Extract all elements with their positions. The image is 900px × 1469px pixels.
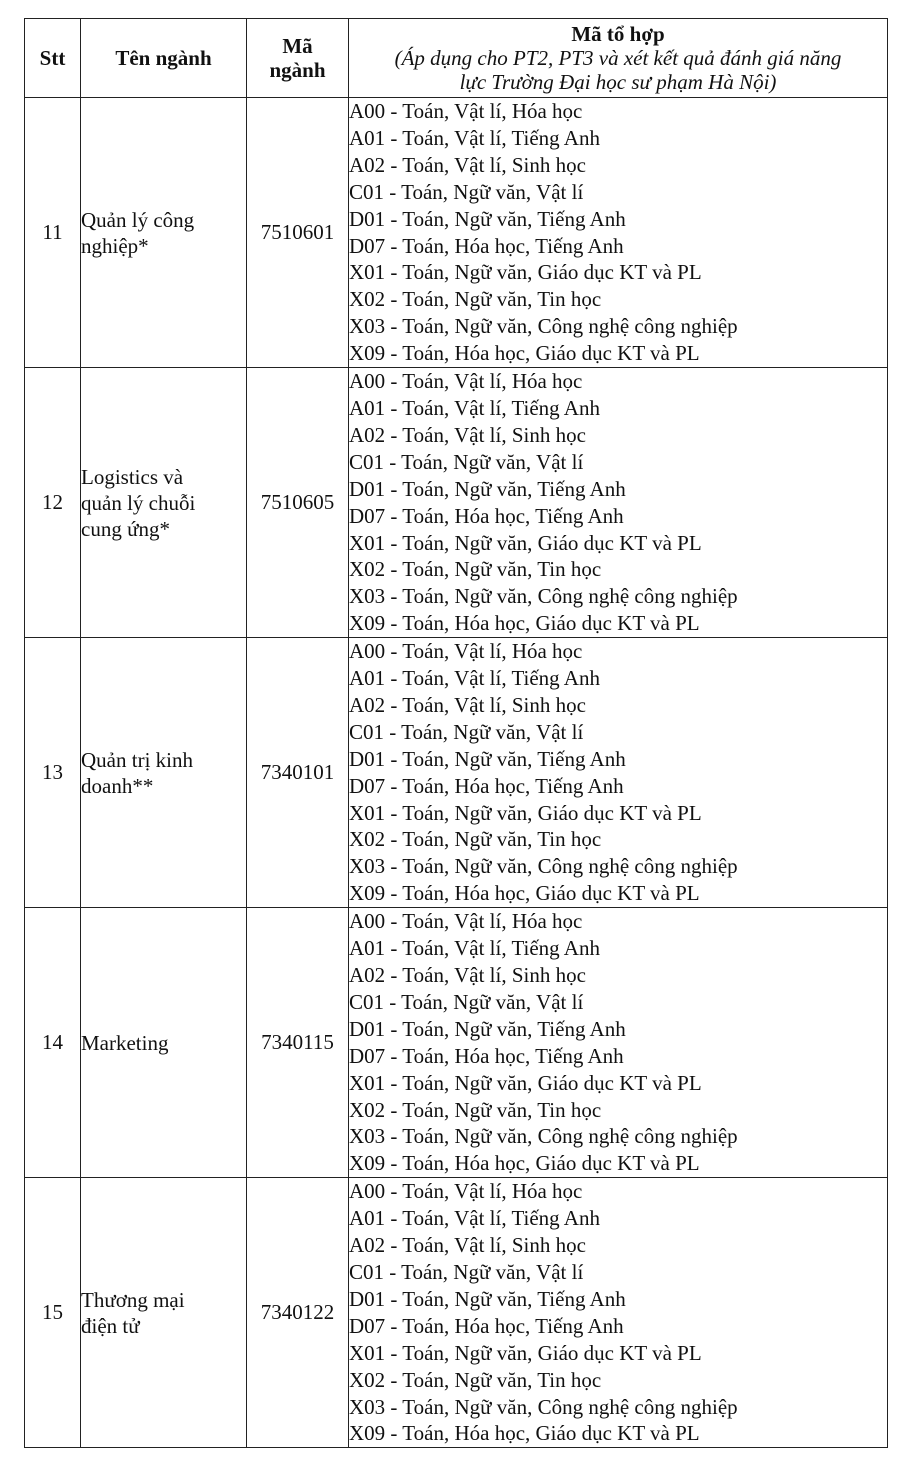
combination-item: X03 - Toán, Ngữ văn, Công nghệ công nghiệp <box>349 1124 738 1149</box>
row-combination-list <box>349 368 888 638</box>
row-stt: 15 <box>25 1178 81 1448</box>
major-name-line: doanh** <box>81 773 154 798</box>
combination-item: D07 - Toán, Hóa học, Tiếng Anh <box>349 773 624 798</box>
table-row <box>25 638 888 908</box>
combination-item: A01 - Toán, Vật lí, Tiếng Anh <box>349 125 600 150</box>
combination-item: A01 - Toán, Vật lí, Tiếng Anh <box>349 666 600 691</box>
table-row <box>25 368 888 638</box>
combination-item: D01 - Toán, Ngữ văn, Tiếng Anh <box>349 206 626 231</box>
combination-item: X03 - Toán, Ngữ văn, Công nghệ công nghiệp <box>349 1394 738 1419</box>
combination-item: C01 - Toán, Ngữ văn, Vật lí <box>349 1259 584 1284</box>
row-major-code: 7510605 <box>247 368 349 638</box>
header-combo-subtitle-line1: (Áp dụng cho PT2, PT3 và xét kết quả đánh giá năng <box>394 46 842 70</box>
row-stt: 14 <box>25 908 81 1178</box>
combination-item: D07 - Toán, Hóa học, Tiếng Anh <box>349 503 624 528</box>
combination-item: X01 - Toán, Ngữ văn, Giáo dục KT và PL <box>349 1070 702 1095</box>
combination-item: A00 - Toán, Vật lí, Hóa học <box>349 99 583 123</box>
row-major-code: 7340122 <box>247 1178 349 1448</box>
combination-item: D07 - Toán, Hóa học, Tiếng Anh <box>349 1043 624 1068</box>
row-stt: 13 <box>25 638 81 908</box>
combination-item: X09 - Toán, Hóa học, Giáo dục KT và PL <box>349 611 700 636</box>
combination-item: D01 - Toán, Ngữ văn, Tiếng Anh <box>349 476 626 501</box>
combination-item: A00 - Toán, Vật lí, Hóa học <box>349 1179 583 1204</box>
combination-item: C01 - Toán, Ngữ văn, Vật lí <box>349 449 584 474</box>
row-combination-list <box>349 638 888 908</box>
combination-item: A02 - Toán, Vật lí, Sinh học <box>349 1233 586 1258</box>
major-name-line: cung ứng* <box>81 516 170 541</box>
combination-item: A02 - Toán, Vật lí, Sinh học <box>349 692 586 717</box>
header-combination-code <box>349 19 888 98</box>
major-name-line: điện tử <box>81 1313 140 1338</box>
row-major-code: 7510601 <box>247 98 349 368</box>
combination-item: A00 - Toán, Vật lí, Hóa học <box>349 639 583 664</box>
header-stt: Stt <box>25 19 81 98</box>
row-combination-list <box>349 1178 888 1448</box>
combination-item: D01 - Toán, Ngữ văn, Tiếng Anh <box>349 1016 626 1041</box>
row-stt: 12 <box>25 368 81 638</box>
combination-item: A01 - Toán, Vật lí, Tiếng Anh <box>349 1206 600 1231</box>
combination-item: C01 - Toán, Ngữ văn, Vật lí <box>349 989 584 1014</box>
row-combination-list <box>349 908 888 1178</box>
major-name-line: nghiệp* <box>81 233 149 258</box>
row-major-name <box>81 1178 247 1448</box>
combination-item: A00 - Toán, Vật lí, Hóa học <box>349 369 583 394</box>
header-major-code <box>247 19 349 98</box>
combination-item: X02 - Toán, Ngữ văn, Tin học <box>349 1367 602 1392</box>
row-combination-list <box>349 98 888 368</box>
header-code-line2: ngành <box>269 58 326 82</box>
combination-item: X09 - Toán, Hóa học, Giáo dục KT và PL <box>349 1421 700 1446</box>
row-stt: 11 <box>25 98 81 368</box>
header-combo-subtitle-line2: lực Trường Đại học sư phạm Hà Nội) <box>459 70 777 94</box>
major-name-line: Thương mại <box>81 1287 185 1312</box>
combination-item: X01 - Toán, Ngữ văn, Giáo dục KT và PL <box>349 1340 702 1365</box>
combination-item: X03 - Toán, Ngữ văn, Công nghệ công nghiệp <box>349 584 738 609</box>
combination-item: X02 - Toán, Ngữ văn, Tin học <box>349 287 602 312</box>
table-row <box>25 908 888 1178</box>
header-code-line1: Mã <box>282 34 313 58</box>
combination-item: X09 - Toán, Hóa học, Giáo dục KT và PL <box>349 1151 700 1176</box>
combination-item: D07 - Toán, Hóa học, Tiếng Anh <box>349 233 624 258</box>
combination-item: C01 - Toán, Ngữ văn, Vật lí <box>349 719 584 744</box>
row-major-name <box>81 368 247 638</box>
major-name-line: Quản trị kinh <box>81 747 193 772</box>
row-major-name <box>81 638 247 908</box>
row-major-code: 7340101 <box>247 638 349 908</box>
table-body <box>25 98 888 1448</box>
combination-item: D01 - Toán, Ngữ văn, Tiếng Anh <box>349 746 626 771</box>
combination-item: X02 - Toán, Ngữ văn, Tin học <box>349 557 602 582</box>
combination-item: X09 - Toán, Hóa học, Giáo dục KT và PL <box>349 881 700 906</box>
table-row <box>25 1178 888 1448</box>
combination-item: X02 - Toán, Ngữ văn, Tin học <box>349 1097 602 1122</box>
combination-item: A01 - Toán, Vật lí, Tiếng Anh <box>349 395 600 420</box>
combination-item: A02 - Toán, Vật lí, Sinh học <box>349 963 586 987</box>
major-name-line: quản lý chuỗi <box>81 490 196 515</box>
combination-item: X09 - Toán, Hóa học, Giáo dục KT và PL <box>349 341 700 366</box>
table-header-row <box>25 19 888 98</box>
combination-item: X01 - Toán, Ngữ văn, Giáo dục KT và PL <box>349 530 702 555</box>
major-name-line: Quản lý công <box>81 207 195 232</box>
header-combo-title: Mã tổ hợp <box>571 22 665 46</box>
header-major-name: Tên ngành <box>81 19 247 98</box>
combination-item: A01 - Toán, Vật lí, Tiếng Anh <box>349 936 600 961</box>
combination-item: X03 - Toán, Ngữ văn, Công nghệ công nghiệp <box>349 314 738 339</box>
major-name-line: Logistics và <box>81 464 184 489</box>
combination-item: A00 - Toán, Vật lí, Hóa học <box>349 909 583 934</box>
combination-item: X03 - Toán, Ngữ văn, Công nghệ công nghiệp <box>349 854 738 879</box>
row-major-name <box>81 908 247 1178</box>
combination-item: A02 - Toán, Vật lí, Sinh học <box>349 152 586 177</box>
row-major-code: 7340115 <box>247 908 349 1178</box>
combination-item: X01 - Toán, Ngữ văn, Giáo dục KT và PL <box>349 800 702 825</box>
combination-item: C01 - Toán, Ngữ văn, Vật lí <box>349 179 584 204</box>
combination-item: A02 - Toán, Vật lí, Sinh học <box>349 422 586 447</box>
row-major-name <box>81 98 247 368</box>
combination-item: D07 - Toán, Hóa học, Tiếng Anh <box>349 1313 624 1338</box>
major-name-line: Marketing <box>81 1030 169 1055</box>
majors-table <box>24 18 888 1448</box>
combination-item: X02 - Toán, Ngữ văn, Tin học <box>349 827 602 852</box>
combination-item: X01 - Toán, Ngữ văn, Giáo dục KT và PL <box>349 260 702 285</box>
combination-item: D01 - Toán, Ngữ văn, Tiếng Anh <box>349 1286 626 1311</box>
table-row <box>25 98 888 368</box>
